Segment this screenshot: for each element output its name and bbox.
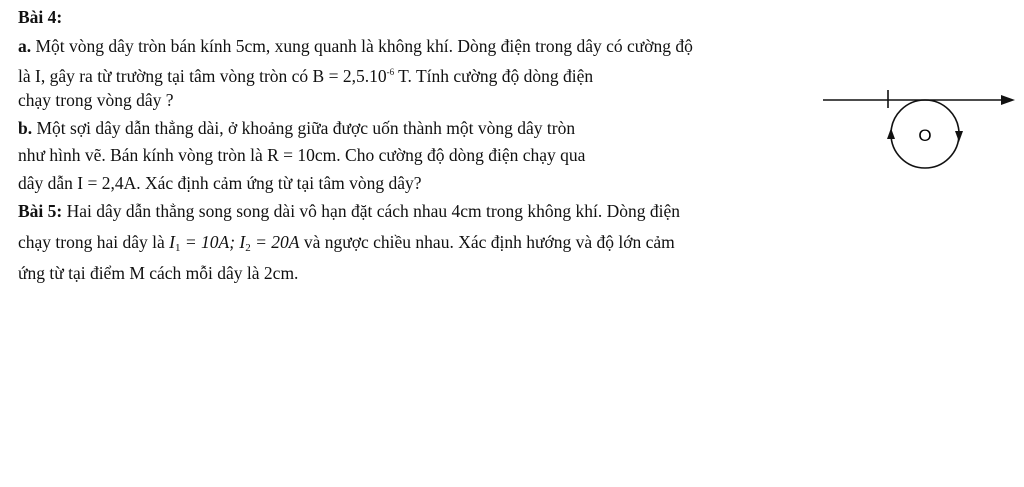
problem-4b-line-2: như hình vẽ. Bán kính vòng tròn là R = 10cm. Cho cường độ dòng điện chạy qua <box>18 145 586 165</box>
value: = 10A; <box>180 232 240 252</box>
part-b-label: b. <box>18 118 33 138</box>
problem-4-title: Bài 4: <box>18 7 63 27</box>
problem-4a-line-2 <box>18 61 593 87</box>
problem-5-line-3: ứng từ tại điểm M cách mỗi dây là 2cm. <box>18 263 299 283</box>
problem-5-title: Bài 5: <box>18 201 63 221</box>
problem-5-line-1 <box>18 200 680 222</box>
text: chạy trong hai dây là <box>18 232 170 252</box>
symbol: I <box>239 232 246 252</box>
text: Hai dây dẫn thẳng song song dài vô hạn đặt cách nhau 4cm trong không khí. Dòng điện <box>62 201 680 221</box>
loop-arrow-right-icon <box>955 131 963 142</box>
problem-4a-line-3: chạy trong vòng dây ? <box>18 90 174 110</box>
current-i2 <box>239 232 299 252</box>
problem-5-line-2 <box>18 231 675 259</box>
subscript: 2 <box>245 242 251 254</box>
text: là I, gây ra từ trường tại tâm vòng tròn có B = 2,5.10 <box>18 66 387 86</box>
text: và ngược chiều nhau. Xác định hướng và độ lớn cảm <box>299 232 675 252</box>
loop-arrow-left-icon <box>887 128 895 139</box>
problem-4b-line-1 <box>18 117 575 139</box>
exponent: -6 <box>386 67 395 77</box>
text: Một sợi dây dẫn thẳng dài, ở khoảng giữa được uốn thành một vòng dây tròn <box>32 118 576 138</box>
problem-4b-line-3: dây dẫn I = 2,4A. Xác định cảm ứng từ tại tâm vòng dây? <box>18 173 422 193</box>
problem-4a-line-1 <box>18 35 693 57</box>
wire-loop-diagram <box>815 82 1020 177</box>
text: T. Tính cường độ dòng điện <box>394 66 594 86</box>
symbol: I <box>169 232 175 252</box>
arrow-head-icon <box>1001 95 1015 105</box>
current-i1 <box>169 232 239 252</box>
text: Một vòng dây tròn bán kính 5cm, xung quanh là không khí. Dòng điện trong dây có cường độ <box>31 36 693 56</box>
value: = 20A <box>250 232 300 252</box>
center-label: O <box>918 126 932 145</box>
part-a-label: a. <box>18 36 32 56</box>
subscript: 1 <box>174 242 181 254</box>
